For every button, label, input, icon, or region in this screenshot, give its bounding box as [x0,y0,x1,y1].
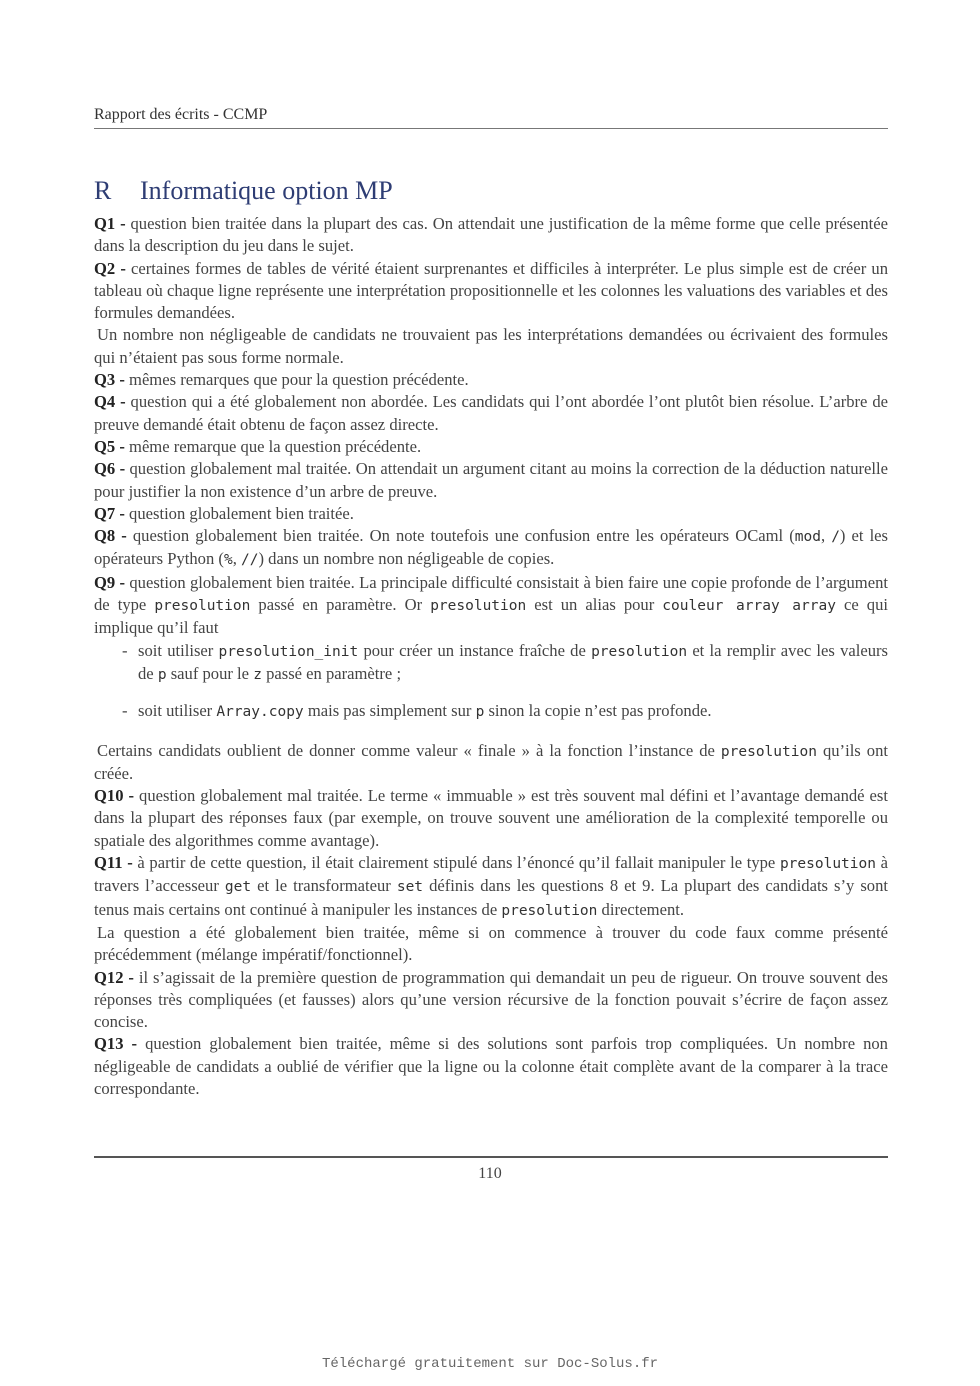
code-mod: mod [794,529,821,546]
running-header: Rapport des écrits - CCMP [94,106,268,123]
paragraph-q9 [94,572,888,640]
question-label: Q10 - [94,786,135,806]
paragraph-q11-note: La question a été globalement bien traitée, même si on commence à trouver du code faux comme présenté précédemment (mélange impératif/fonctionnel). [94,922,888,965]
paragraph-text: même remarque que la question précédente. [124,436,422,456]
code-p: p [475,704,485,721]
section-title [94,176,393,206]
paragraph-q2-note: Un nombre non négligeable de candidats ne trouvaient pas les interprétations demandées ou écrivaient des formules qui n’étaient pas sous forme normale. [94,325,888,367]
item-text: sauf pour le [166,663,254,683]
section-letter: R [94,176,112,205]
code-get: get [224,879,252,896]
paragraph-text: , [232,549,241,569]
footer-rule [94,1156,888,1158]
item-text: soit utiliser [138,640,219,660]
paragraph-text: question globalement mal traitée. On attendait un argument citant au moins la correction de la déduction naturelle pour justifier la non existence d’un arbre de preuve. [94,459,888,501]
question-label: Q9 - [94,572,126,592]
page-number: 110 [478,1165,502,1182]
paragraph-text: question bien traitée dans la plupart des cas. On attendait une justification de la même forme que celle présentée dans la description du jeu dans le sujet. [94,214,888,256]
code-z: z [253,666,262,683]
list-item [122,700,888,723]
question-label: Q7 - [94,503,125,523]
paragraph-q12 [94,967,888,1034]
paragraph-text: et le transformateur [251,876,397,896]
paragraph-q5 [94,436,888,458]
paragraph-text: définis dans les questions 8 et 9. La plupart des candidats s’y sont tenus mais certains ont continué à manipuler les instances de [94,876,888,919]
code-couleur-array-array: couleur array array [662,598,836,615]
paragraph-text: mêmes remarques que pour la question précédente. [124,370,469,390]
item-text: sinon la copie n’est pas profonde. [484,701,712,721]
code-presolution: presolution [591,643,688,660]
item-text: passé en paramètre ; [261,663,402,683]
code-floordiv: // [241,552,259,569]
paragraph-q11 [94,852,888,922]
section-heading-text: Informatique option MP [140,176,393,205]
code-div: / [831,529,840,546]
paragraph-text: est un alias pour [526,595,663,615]
paragraph-text: question qui a été globalement non abordée. Les candidats qui l’ont abordée l’ont plutôt bien résolue. L’arbre de preuve demandé était obtenu de façon assez directe. [94,392,888,434]
paragraph-text: à partir de cette question, il était clairement stipulé dans l’énoncé qu’il fallait manipuler le type [132,853,780,873]
paragraph-text: ) dans un nombre non négligeable de copies. [258,549,555,569]
paragraph-q2 [94,258,888,325]
header-rule [94,128,888,129]
question-label: Q3 - [94,370,125,390]
question-label: Q2 - [94,258,126,278]
paragraph-text: il s’agissait de la première question de programmation qui demandait un peu de rigueur. On trouve souvent des réponses très compliquées (et fausses) alors qu’une version récursive de la fonction pouvait s’écrire de façon assez concise. [94,967,888,1032]
code-percent: % [223,552,233,569]
code-presolution: presolution [720,743,817,760]
question-label: Q8 - [94,526,127,546]
report-body [94,213,888,1100]
question-label: Q5 - [94,436,125,456]
code-presolution-init: presolution_init [218,643,359,660]
q9-options-list [94,640,888,724]
paragraph-q13 [94,1033,888,1100]
paragraph-q6 [94,458,888,503]
code-array-copy: Array.copy [216,704,304,721]
item-text: soit utiliser [138,701,217,721]
question-label: Q4 - [94,392,126,412]
paragraph-text: ce qui implique qu’il faut [94,595,888,638]
paragraph-text: qu’ils ont créée. [94,740,888,783]
code-p: p [157,666,167,683]
question-label: Q13 - [94,1034,138,1054]
paragraph-q1 [94,213,888,258]
paragraph-text: ) et les opérateurs Python ( [94,526,889,569]
paragraph-text: question globalement bien traitée. On note toutefois une confusion entre les opérateurs OCaml ( [126,526,795,546]
code-presolution: presolution [501,902,598,919]
paragraph-q9-note [94,740,888,786]
paragraph-text: directement. [597,899,685,919]
code-set: set [396,879,424,896]
code-presolution: presolution [779,856,876,873]
paragraph-text: certaines formes de tables de vérité étaient surprenantes et difficiles à interpréter. Le plus simple est de créer un tableau où chaque ligne représente une interprétation propositionnelle et les colonnes les valuations des variables et des formules demandées. [94,258,888,323]
code-presolution: presolution [430,598,527,615]
paragraph-text: question globalement bien traitée. La principale difficulté consistait à bien faire une copie profonde de l’argument de type [94,572,888,615]
question-label: Q1 - [94,214,126,233]
paragraph-q4 [94,391,888,436]
download-watermark: Téléchargé gratuitement sur Doc-Solus.fr [321,1356,659,1372]
paragraph-text: à travers l’accesseur [94,853,889,896]
paragraph-text: question globalement bien traitée, même si des solutions sont parfois trop compliquées. Un nombre non négligeable de candidats a oublié de vérifier que la ligne ou la colonne était complète avant de la comparer à la trace correspondante. [94,1034,888,1098]
paragraph-q8 [94,525,888,572]
question-label: Q6 - [94,459,126,479]
paragraph-q10 [94,785,888,852]
item-text: pour créer un instance fraîche de [358,640,592,660]
paragraph-q7 [94,503,888,525]
paragraph-text: question globalement bien traitée. [124,503,354,523]
paragraph-q3 [94,369,888,391]
paragraph-text: , [820,526,832,546]
item-text: et la remplir avec les valeurs de [138,640,889,683]
question-label: Q11 - [94,853,133,873]
paragraph-text: question globalement mal traitée. Le terme « immuable » est très souvent mal défini et l’avantage demandé est dans la plupart des réponses faux (par exemple, on trouve souvent une amélioration de la complexité temporelle ou spatiale des algorithmes comme avantage). [94,786,888,850]
item-text: mais pas simplement sur [303,701,476,721]
paragraph-text: Certains candidats oublient de donner comme valeur « finale » à la fonction l’instance de [97,740,721,760]
code-presolution: presolution [154,598,251,615]
list-item [122,640,888,687]
paragraph-text: passé en paramètre. Or [250,595,431,615]
question-label: Q12 - [94,967,134,987]
